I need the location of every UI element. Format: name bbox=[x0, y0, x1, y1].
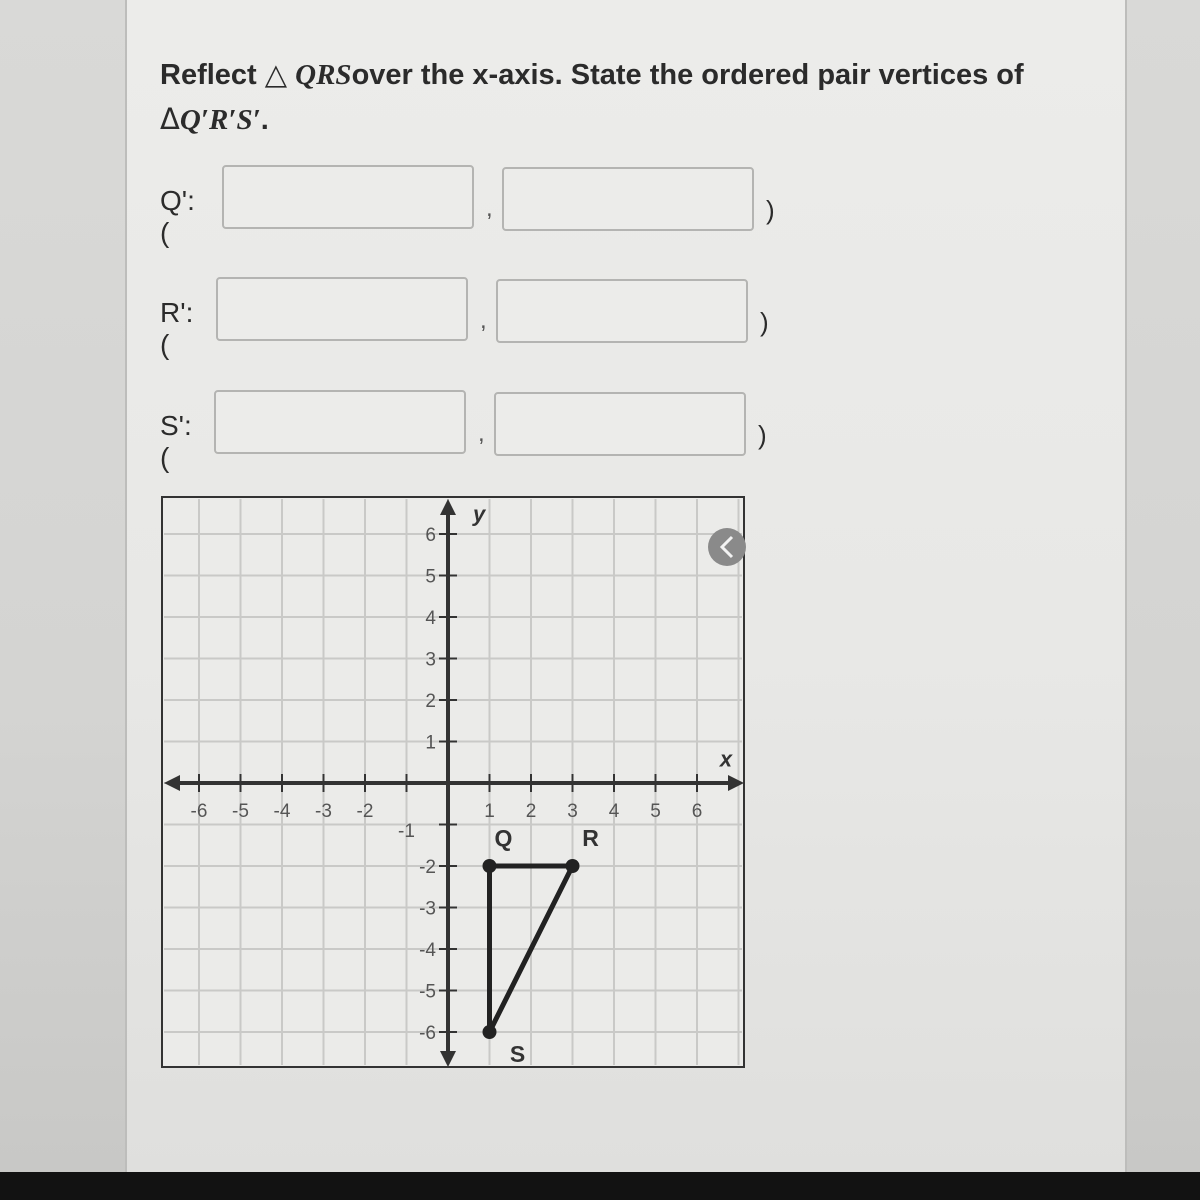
question-middle: over the x-axis. State the ordered pair vertices of bbox=[351, 59, 1024, 91]
close-paren: ) bbox=[758, 420, 767, 450]
vertex-point bbox=[483, 859, 497, 873]
x-tick-label: -5 bbox=[232, 801, 249, 822]
y-tick-label: -5 bbox=[419, 981, 436, 1003]
x-tick-label: 4 bbox=[608, 801, 620, 822]
r-prime-x-input[interactable] bbox=[216, 277, 468, 341]
y-tick-label: 3 bbox=[425, 649, 436, 671]
collapse-button[interactable] bbox=[708, 528, 746, 566]
answer-label-s: S': ( bbox=[160, 410, 192, 473]
answer-label-q: Q': ( bbox=[160, 185, 195, 248]
x-tick-label: 5 bbox=[650, 801, 661, 822]
comma: , bbox=[480, 307, 487, 334]
image-triangle-name: Q′R′S′ bbox=[179, 104, 261, 136]
vertex-label: R bbox=[582, 825, 599, 851]
x-tick-label: -6 bbox=[190, 801, 208, 822]
x-tick-label: 1 bbox=[484, 801, 495, 822]
close-paren: ) bbox=[766, 195, 775, 225]
y-tick-label: -6 bbox=[419, 1023, 436, 1044]
triangle-symbol: △ bbox=[264, 57, 288, 91]
vertex-label: Q bbox=[494, 825, 513, 851]
x-axis-label: x bbox=[719, 746, 733, 772]
q-prime-y-input[interactable] bbox=[502, 167, 754, 231]
coordinate-graph bbox=[160, 495, 746, 1075]
y-tick-label: -3 bbox=[419, 898, 436, 920]
y-tick-label: -2 bbox=[419, 857, 436, 878]
close-paren: ) bbox=[760, 307, 769, 337]
y-tick-label: 2 bbox=[425, 691, 436, 712]
vertex-point bbox=[483, 1025, 497, 1039]
s-prime-x-input[interactable] bbox=[214, 390, 466, 454]
x-tick-label: 6 bbox=[691, 801, 703, 822]
x-tick-label: 2 bbox=[525, 801, 537, 822]
x-tick-label: -4 bbox=[273, 801, 291, 822]
y-tick-label: 1 bbox=[425, 732, 436, 754]
comma: , bbox=[486, 195, 493, 222]
y-tick-label: 4 bbox=[425, 608, 436, 629]
delta-symbol: Δ bbox=[160, 102, 180, 136]
collapse-button-bg[interactable] bbox=[708, 528, 746, 566]
q-prime-x-input[interactable] bbox=[222, 165, 474, 229]
answer-label-r: R': ( bbox=[160, 297, 194, 360]
question-suffix: . bbox=[260, 104, 269, 136]
x-tick-label: -1 bbox=[398, 821, 415, 842]
x-tick-label: 3 bbox=[567, 801, 578, 822]
y-tick-label: 6 bbox=[425, 525, 436, 546]
vertex-label: S bbox=[509, 1041, 526, 1067]
x-tick-label: -3 bbox=[315, 801, 332, 822]
question-prefix: Reflect bbox=[160, 59, 257, 91]
y-axis-label: y bbox=[473, 501, 486, 527]
comma: , bbox=[478, 420, 485, 447]
vertex-point bbox=[566, 859, 580, 873]
x-tick-label: -2 bbox=[356, 801, 374, 822]
question-text bbox=[160, 52, 1060, 142]
y-tick-label: 5 bbox=[425, 566, 436, 588]
s-prime-y-input[interactable] bbox=[494, 392, 746, 456]
y-tick-label: -4 bbox=[419, 940, 436, 961]
r-prime-y-input[interactable] bbox=[496, 279, 748, 343]
triangle-name: QRS bbox=[295, 59, 352, 91]
